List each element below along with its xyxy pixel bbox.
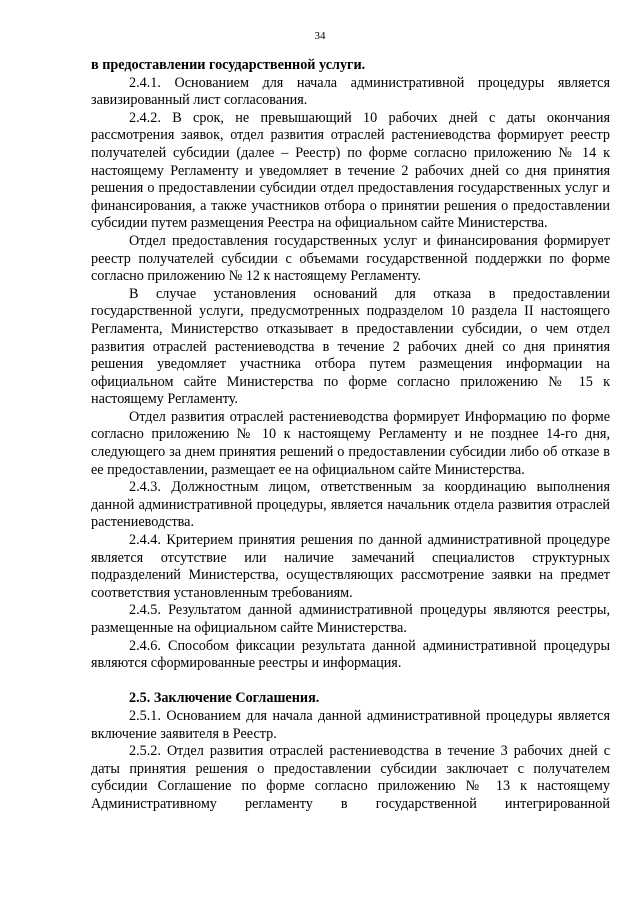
paragraph-heading-continuation: в предоставлении государственной услуги. [91, 57, 366, 73]
paragraph-2-4-2: 2.4.2. В срок, не превышающий 10 рабочих дней с даты окончания рассмотрения заявок, отдел развития отраслей растениеводства формирует реестр получателей субсидии (далее – Реестр) по форме согласно приложению № 14 к настоящему Регламенту и уведомляет в течение 2 рабочих дней со дня принятия решения о предоставлении субсидии отдел предоставления государственных услуг и финансирования, а также участников отбора о принятии решения о предоставлении субсидии путем размещения Реестра на официальном сайте Министерства. [91, 109, 610, 232]
paragraph-refusal-case: В случае установления оснований для отказа в предоставлении государственной услуги, предусмотренных подразделом 10 раздела II настоящего Регламента, Министерство отказывает в предоставлении субсидии, о чем отдел развития отраслей растениеводства в течение 2 рабочих дней со дня принятия решения уведомляет участника отбора путем размещения информации на официальном сайте Министерства по форме согласно приложению № 15 к настоящему Регламенту. [91, 285, 610, 408]
page-number: 34 [314, 30, 326, 42]
paragraph-2-4-5: 2.4.5. Результатом данной административной процедуры являются реестры, размещенные на официальном сайте Министерства. [91, 602, 610, 636]
paragraph-2-4-6: 2.4.6. Способом фиксации результата данной административной процедуры являются сформированные реестры и информация. [91, 637, 610, 672]
paragraph-2-5-1: 2.5.1. Основанием для начала данной административной процедуры является включение заявителя в Реестр. [91, 707, 610, 742]
section-heading-2-5: 2.5. Заключение Соглашения. [129, 690, 320, 707]
paragraph-information-publication: Отдел развития отраслей растениеводства формирует Информацию по форме согласно приложению № 10 к настоящему Регламенту и не позднее 14-го дня, следующего за днем принятия решений о предоставлении субсидии либо об отказе в ее предоставлении, размещает ее на официальном сайте Министерства. [91, 408, 610, 478]
paragraph-2-4-4: 2.4.4. Критерием принятия решения по данной административной процедуре является отсутствие или наличие замечаний специалистов структурных подразделений Министерства, осуществляющих рассмотрение заявки на предмет соответствия установленным требованиям. [91, 532, 610, 601]
paragraph-2-4-3: 2.4.3. Должностным лицом, ответственным за координацию выполнения данной административной процедуры, является начальник отдела развития отраслей растениеводства. [91, 479, 610, 531]
paragraph-registry-funding: Отдел предоставления государственных услуг и финансирования формирует реестр получателей субсидии с объемами государственной поддержки по форме согласно приложению № 12 к настоящему Регламенту. [91, 232, 610, 285]
paragraph-2-4-1: 2.4.1. Основанием для начала административной процедуры является завизированный лист согласования. [91, 74, 610, 109]
paragraph-2-5-2: 2.5.2. Отдел развития отраслей растениеводства в течение 3 рабочих дней с даты принятия решения о предоставлении субсидии заключает с получателем субсидии Соглашение по форме согласно приложению № 13 к настоящему Административному регламенту в государственной интегрированной [91, 743, 610, 812]
document-body [91, 57, 610, 814]
